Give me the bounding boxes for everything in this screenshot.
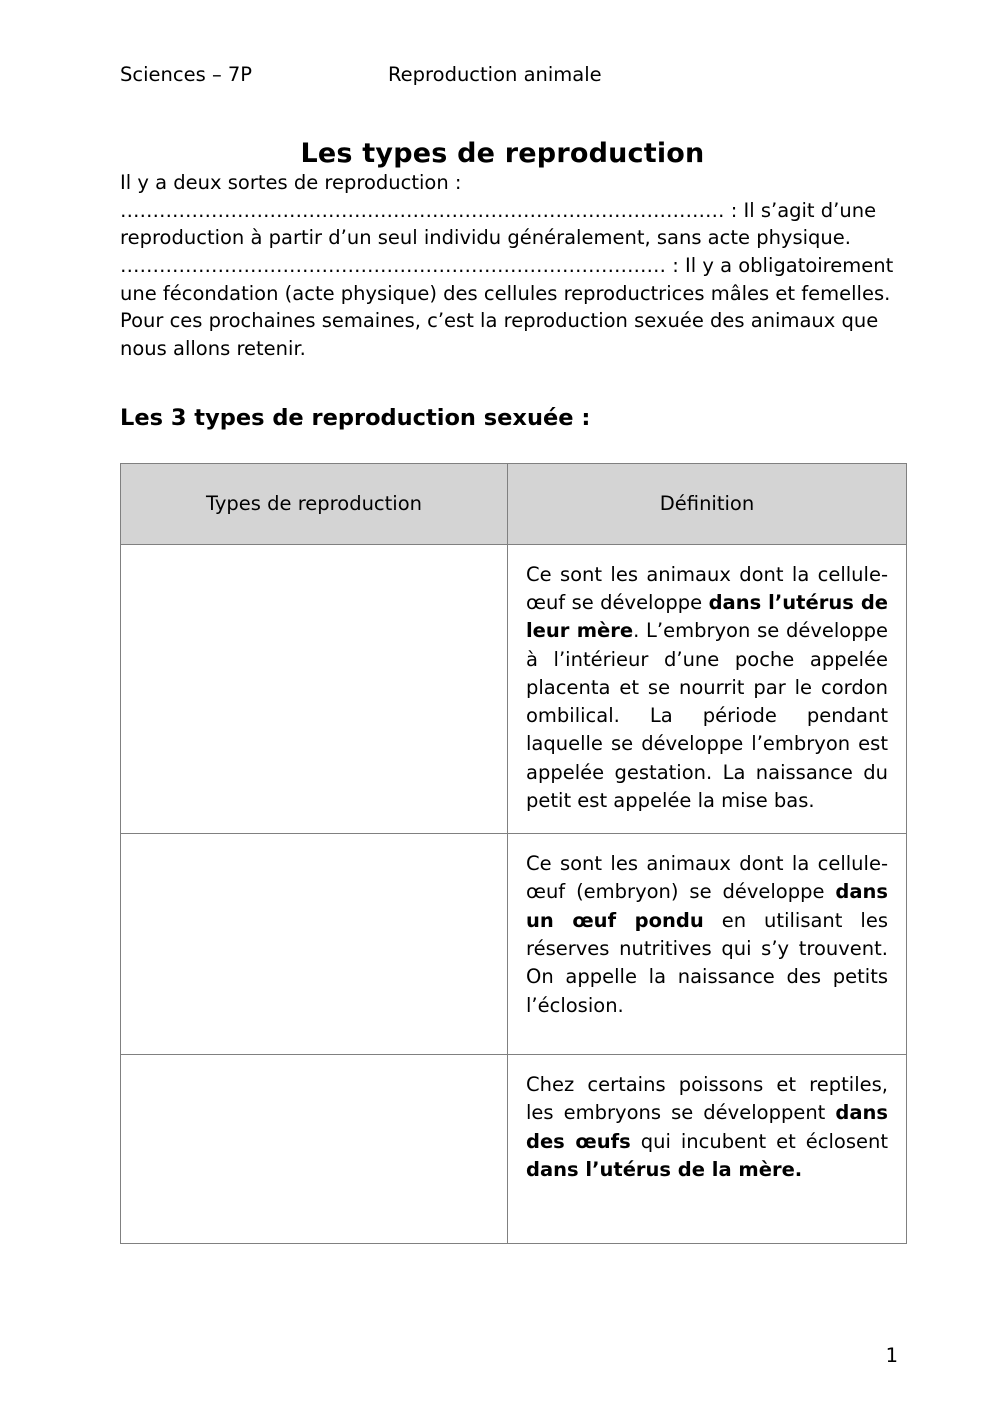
intro-paragraph: Il y a deux sortes de reproduction : xyxy=(120,171,462,194)
page-number: 1 xyxy=(885,1344,898,1367)
type-cell-3[interactable] xyxy=(121,1055,508,1244)
definition-text-3a: Chez certains poissons et reptiles, les embryons se développent xyxy=(526,1073,888,1125)
blank-dots-2: ………………………………………………………………………… xyxy=(120,254,666,278)
column-header-definition: Définition xyxy=(508,463,907,544)
blank-item-1 xyxy=(120,197,905,252)
header-theme: Reproduction animale xyxy=(388,63,602,86)
definition-text-3b: qui incubent et éclosent xyxy=(630,1129,888,1153)
closing-paragraph: Pour ces prochaines semaines, c’est la reproduction sexuée des animaux que nous allons retenir. xyxy=(120,309,879,361)
blank-text-1: : Il s’agit d’une reproduction à partir d’un seul individu généralement, sans acte physique. xyxy=(120,198,877,250)
definition-cell-3 xyxy=(508,1055,907,1244)
definition-text-2b: en utilisant les réserves nutritives qui s’y trouvent. On appelle la naissance des petits l’éclosion. xyxy=(526,908,888,1017)
definition-bold-1: dans l’utérus de leur mère xyxy=(526,591,888,643)
table-row xyxy=(121,834,907,1055)
definition-cell-2 xyxy=(508,834,907,1055)
table-row xyxy=(121,1055,907,1244)
definition-cell-1 xyxy=(508,544,907,833)
definition-text-1a: Ce sont les animaux dont la cellule-œuf se développe xyxy=(526,562,888,615)
column-header-type: Types de reproduction xyxy=(121,463,508,544)
definition-bold-3a: dans des œufs xyxy=(526,1101,888,1153)
table-header-row xyxy=(121,463,907,544)
blank-item-2 xyxy=(120,252,905,307)
document-header xyxy=(120,63,905,86)
header-subject: Sciences – 7P xyxy=(120,63,253,86)
table-row xyxy=(121,544,907,833)
definition-bold-2: dans un œuf pondu xyxy=(526,880,888,932)
definition-bold-3b: dans l’utérus de la mère. xyxy=(526,1158,803,1181)
page-title: Les types de reproduction xyxy=(300,138,705,169)
types-table xyxy=(120,463,907,1244)
type-cell-1[interactable] xyxy=(121,544,508,833)
type-cell-2[interactable] xyxy=(121,834,508,1055)
section-title: Les 3 types de reproduction sexuée : xyxy=(120,404,591,431)
blank-text-2: : Il y a obligatoirement une fécondation (acte physique) des cellules reproductrices mâles et femelles. xyxy=(120,254,894,305)
blank-dots-1: ………………………………………………………………………………… xyxy=(120,198,725,222)
definition-text-1b: . L’embryon se développe à l’intérieur d’une poche appelée placenta et se nourrit par le cordon ombilical. La période pendant laquelle se développe l’embryon est appelée gestation. La naissance du petit est appelée la mise bas. xyxy=(526,619,888,812)
definition-text-2a: Ce sont les animaux dont la cellule-œuf (embryon) se développe xyxy=(526,852,888,904)
